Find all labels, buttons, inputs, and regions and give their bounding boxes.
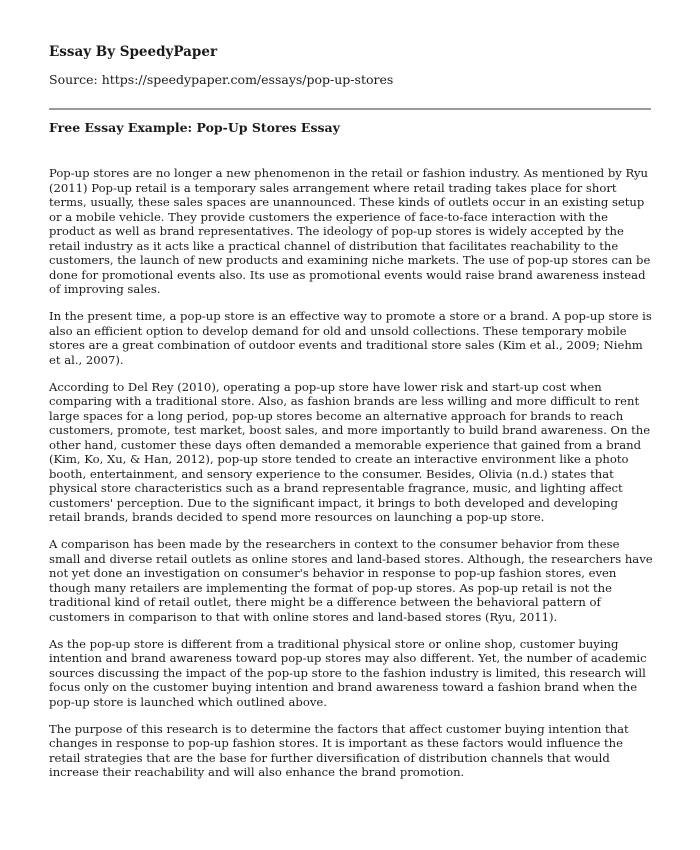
essay-paragraph: According to Del Rey (2010), operating a pop-up store have lower risk and start-up cost when comparing with a traditional store. Also, as fashion brands are less willing and more difficult to rent large spaces for a long period, pop-up stores become an alternative approach for brands to reach customers, promote, test market, boost sales, and more importantly to build brand awareness. On the other hand, customer these days often demanded a memorable experience that gained from a brand (Kim, Ko, Xu, & Han, 2012), pop-up store tended to create an interactive environment like a photo booth, entertainment, and sensory experience to the consumer. Besides, Olivia (n.d.) states that physical store characteristics such as a brand representable fragrance, music, and lighting affect customers' perception. Due to the significant impact, it brings to both developed and developing retail brands, brands decided to spend more resources on launching a pop-up store. <box>49 379 651 524</box>
essay-title: Free Essay Example: Pop-Up Stores Essay <box>49 120 340 135</box>
essay-paragraph: The purpose of this research is to determine the factors that affect customer buying intention that changes in response to pop-up fashion stores. It is important as these factors would influence the retail strategies that are the base for further diversification of distribution channels that would increase their reachability and will also enhance the brand promotion. <box>49 721 629 779</box>
essay-body <box>49 166 653 792</box>
essay-paragraph: As the pop-up store is different from a traditional physical store or online shop, customer buying intention and brand awareness toward pop-up stores may also different. Yet, the number of academic sources discussing the impact of the pop-up store to the fashion industry is limited, this research will focus only on the customer buying intention and brand awareness toward a fashion brand when the pop-up store is launched which outlined above. <box>49 636 647 709</box>
essay-paragraph: Pop-up stores are no longer a new phenomenon in the retail or fashion industry. As mentioned by Ryu (2011) Pop-up retail is a temporary sales arrangement where retail trading takes place for short terms, usually, these sales spaces are unannounced. These kinds of outlets occur in an existing setup or a mobile vehicle. They provide customers the experience of face-to-face interaction with the product as well as brand representatives. The ideology of pop-up stores is widely accepted by the retail industry as it acts like a practical channel of distribution that facilitates reachability to the customers, the launch of new products and examining niche markets. The use of pop-up stores can be done for promotional events also. Its use as promotional events would raise brand awareness instead of improving sales. <box>49 166 651 296</box>
document-header-title: Essay By SpeedyPaper <box>49 44 218 60</box>
document-source-line: Source: https://speedypaper.com/essays/pop-up-stores <box>49 72 394 87</box>
essay-paragraph: In the present time, a pop-up store is an effective way to promote a store or a brand. A pop-up store is also an efficient option to develop demand for old and unsold collections. These temporary mobile stores are a great combination of outdoor events and traditional store sales (Kim et al., 2009; Niehm et al., 2007). <box>49 309 652 367</box>
essay-paragraph: A comparison has been made by the researchers in context to the consumer behavior from these small and diverse retail outlets as online stores and land-based stores. Although, the researchers have not yet done an investigation on consumer's behavior in response to pop-up fashion stores, even though many retailers are implementing the format of pop-up stores. As pop-up retail is not the traditional kind of retail outlet, there might be a difference between the behavioral pattern of customers in comparison to that with online stores and land-based stores (Ryu, 2011). <box>49 537 653 624</box>
header-divider <box>49 108 651 110</box>
